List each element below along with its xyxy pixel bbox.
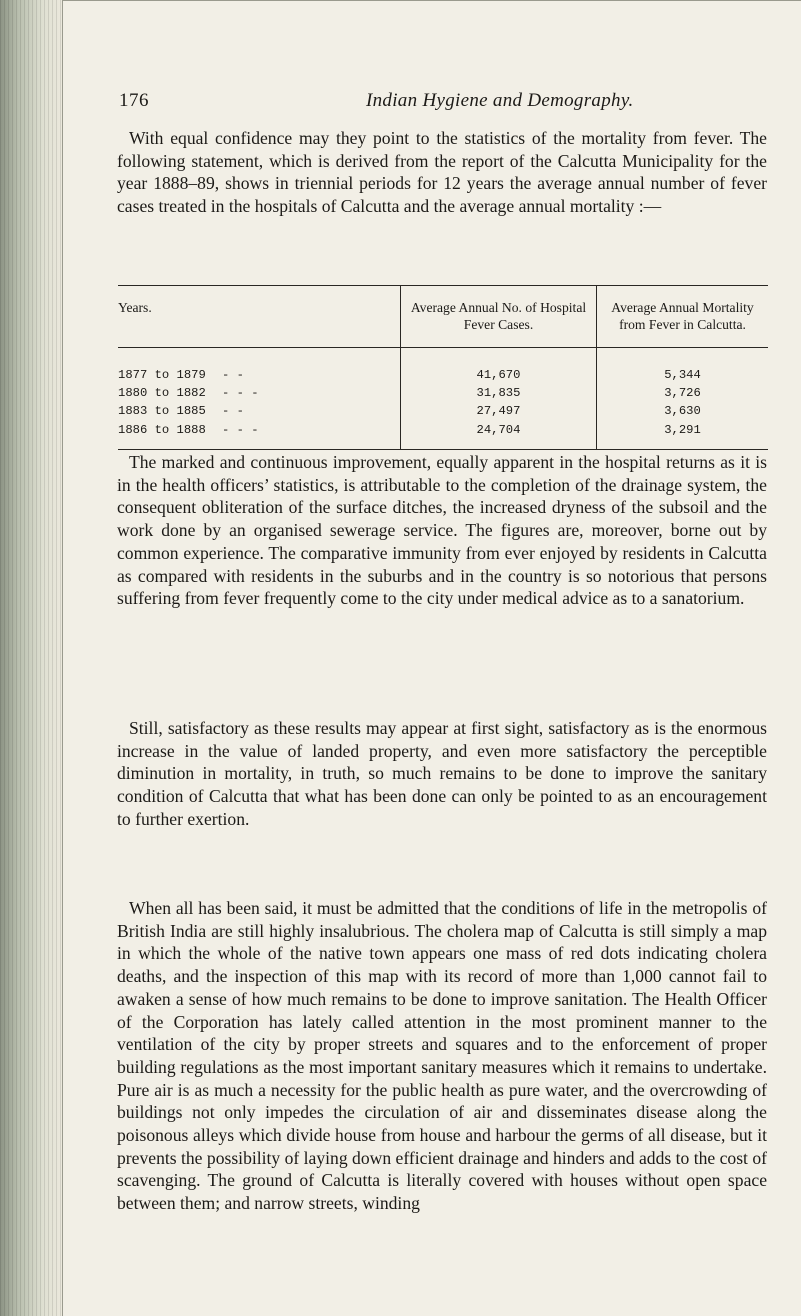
mortality-cell: 3,630 — [597, 402, 769, 420]
page-number: 176 — [119, 90, 149, 111]
page-top-edge — [62, 0, 801, 1]
year-cell — [118, 348, 401, 385]
year-cell — [118, 421, 401, 450]
year-range: 1883 to 1885 — [118, 404, 206, 419]
header-years: Years. — [118, 286, 401, 348]
cases-cell: 41,670 — [401, 348, 597, 385]
table-row — [118, 402, 768, 420]
year-range: 1877 to 1879 — [118, 368, 206, 382]
dot-leader: - - — [222, 368, 244, 382]
mortality-cell: 3,726 — [597, 384, 769, 402]
paragraph-improvement: The marked and continuous improvement, equally apparent in the hospital returns as it is in the health officers’ statistics, is attributable to the completion of the drainage system, the consequent obliteration of the surface ditches, the increased dryness of the subsoil and the work done by an organised sewerage service. The figures are, moreover, borne out by common experience. The comparative immunity from ever enjoyed by residents in Calcutta as compared with residents in the suburbs and in the country is so notorious that persons suffering from fever frequently come to the city under medical advice as to a sanatorium. — [117, 452, 767, 609]
fever-statistics-table — [118, 285, 768, 450]
year-cell — [118, 384, 401, 402]
dot-leader: - - - — [222, 386, 259, 401]
book-binding-edge — [0, 0, 62, 1316]
paragraph-intro: With equal confidence may they point to the statistics of the mortality from fever. The following statement, which is derived from the report of the Calcutta Municipality for the year 1888–89, shows in triennial periods for 12 years the average annual number of fever cases treated in the hospitals of Calcutta and the average annual mortality :— — [117, 128, 767, 217]
cases-cell: 31,835 — [401, 384, 597, 402]
year-cell — [118, 402, 401, 420]
cases-cell: 27,497 — [401, 402, 597, 420]
header-hospital-cases: Average Annual No. of Hospital Fever Cases. — [401, 286, 597, 348]
mortality-cell: 5,344 — [597, 348, 769, 385]
header-mortality: Average Annual Mortality from Fever in Calcutta. — [597, 286, 769, 348]
running-title: Indian Hygiene and Demography. — [366, 90, 634, 111]
year-range: 1886 to 1888 — [118, 422, 206, 437]
table-row — [118, 384, 768, 402]
year-range: 1880 to 1882 — [118, 386, 206, 401]
table-row — [118, 421, 768, 450]
page-edge-line — [62, 0, 63, 1316]
table-header-row — [118, 286, 768, 348]
paragraph-satisfactory: Still, satisfactory as these results may appear at first sight, satisfactory as is the enormous increase in the value of landed property, and even more satisfactory the perceptible diminution in mortality, in truth, so much remains to be done to improve the sanitary condition of Calcutta that what has been done can only be pointed to as an encouragement to further exertion. — [117, 718, 767, 829]
page-header — [0, 84, 801, 114]
dot-leader: - - — [222, 404, 244, 419]
mortality-cell: 3,291 — [597, 421, 769, 450]
dot-leader: - - - — [222, 422, 259, 437]
table-row — [118, 348, 768, 385]
cases-cell: 24,704 — [401, 421, 597, 450]
paragraph-conditions: When all has been said, it must be admitted that the conditions of life in the metropolis of British India are still highly insalubrious. The cholera map of Calcutta is still simply a map in which the whole of the native town appears one mass of red dots indicating cholera deaths, and the inspection of this map with its record of more than 1,000 cannot fail to awaken a sense of how much remains to be done to improve sanitation. The Health Officer of the Corporation has lately called attention in the most prominent manner to the ventilation of the city by proper streets and squares and to the enforcement of proper building regulations as the most important sanitary measures which it remains to undertake. Pure air is as much a necessity for the public health as pure water, and the overcrowding of buildings not only impedes the circulation of air and disseminates disease along the poisonous alleys which divide house from house and harbour the germs of all disease, but it prevents the possibility of laying down efficient drainage and hinders and adds to the cost of scavenging. The ground of Calcutta is literally covered with houses without open space between them; and narrow streets, winding — [117, 898, 767, 1214]
